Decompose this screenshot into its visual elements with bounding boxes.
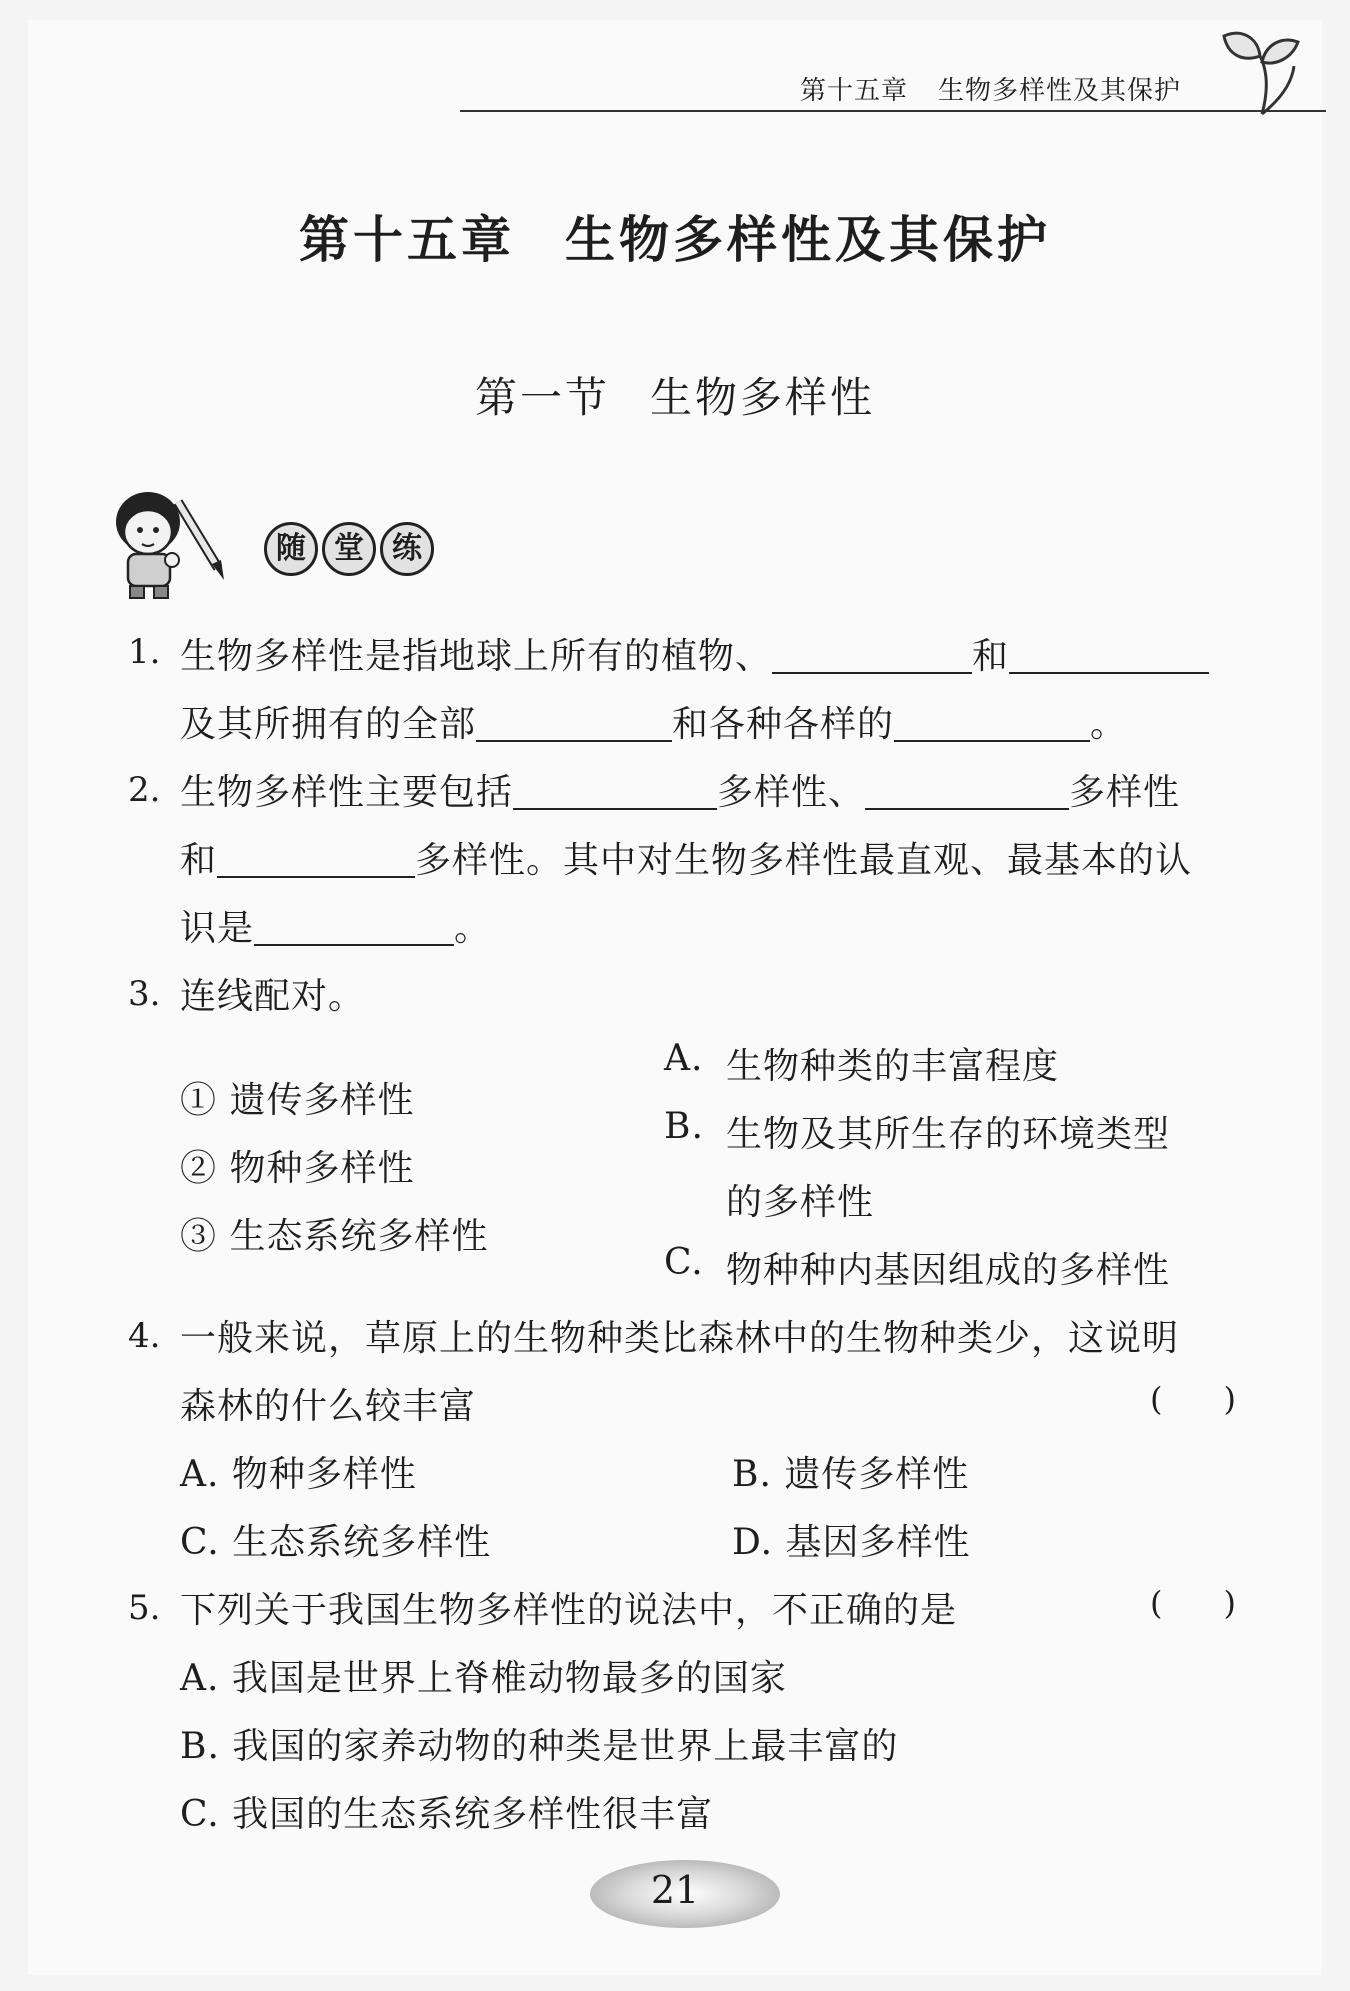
q4-option-d-label: D. (732, 1522, 774, 1563)
q1-line-2 (180, 696, 1127, 747)
running-header-title: 生物多样性及其保护 (938, 76, 1182, 106)
q2-text-g: 。 (454, 908, 492, 949)
q2-line-1 (180, 764, 1180, 815)
q3-right-item-b[interactable]: 生物及其所生存的环境类型 (726, 1114, 1171, 1155)
q1-blank-3[interactable] (476, 706, 672, 742)
q2-blank-2[interactable] (865, 774, 1069, 810)
q2-line-2 (180, 832, 1192, 883)
q4-option-a-text: 物种多样性 (231, 1454, 417, 1495)
q2-text-d: 和 (180, 840, 218, 881)
q4-option-d[interactable] (732, 1514, 971, 1565)
q5-option-c[interactable] (180, 1786, 713, 1837)
q2-text-b: 多样性、 (717, 772, 866, 813)
q4-option-a-label: A. (180, 1454, 220, 1495)
q2-text-e: 多样性。其中对生物多样性最直观、最基本的认 (415, 840, 1193, 881)
badge-char-2: 堂 (322, 522, 376, 576)
page-number: 21 (650, 1868, 700, 1912)
section-title (0, 365, 1350, 425)
q4-option-c[interactable] (180, 1514, 491, 1565)
q5-option-a-text: 我国是世界上脊椎动物最多的国家 (231, 1658, 787, 1699)
q4-option-b-text: 遗传多样性 (784, 1454, 970, 1495)
q5-option-b[interactable] (180, 1718, 898, 1769)
chapter-number: 第十五章 (299, 211, 515, 269)
q4-option-c-text: 生态系统多样性 (232, 1522, 492, 1563)
q5-answer-parens[interactable]: ( ) (1150, 1584, 1236, 1622)
leaf-sprout-icon (1210, 22, 1320, 117)
q1-blank-4[interactable] (894, 706, 1090, 742)
q4-option-d-text: 基因多样性 (785, 1522, 971, 1563)
q3-right-item-c[interactable]: 物种种内基因组成的多样性 (726, 1250, 1171, 1291)
q1-number: 1. (128, 632, 161, 672)
q3-left-item-1[interactable]: ① 遗传多样性 (180, 1080, 415, 1121)
q4-answer-parens[interactable]: ( ) (1150, 1380, 1236, 1418)
q2-blank-4[interactable] (254, 910, 454, 946)
q3-left-item-3[interactable]: ③ 生态系统多样性 (180, 1216, 489, 1257)
section-name: 生物多样性 (650, 373, 876, 422)
q5-option-a[interactable] (180, 1650, 787, 1701)
q3-right-label-c: C. (664, 1242, 704, 1283)
q5-option-a-label: A. (180, 1658, 220, 1699)
q2-blank-3[interactable] (217, 842, 415, 878)
q1-text-a: 生物多样性是指地球上所有的植物、 (180, 636, 773, 677)
q2-text-a: 生物多样性主要包括 (180, 772, 514, 813)
q3-left-item-2[interactable]: ② 物种多样性 (180, 1148, 415, 1189)
q1-text-b: 和 (972, 636, 1010, 677)
q5-option-b-label: B. (180, 1726, 220, 1767)
q5-option-b-text: 我国的家养动物的种类是世界上最丰富的 (232, 1726, 899, 1767)
q3-right-label-a: A. (664, 1038, 704, 1079)
header-rule (460, 110, 1326, 112)
badge-char-3: 练 (380, 522, 434, 576)
section-number: 第一节 (474, 373, 610, 422)
q5-option-c-label: C. (180, 1794, 220, 1835)
q5-line-1: 下列关于我国生物多样性的说法中，不正确的是 (180, 1590, 958, 1631)
q2-line-3 (180, 900, 491, 951)
running-header-chapter: 第十五章 (800, 76, 909, 106)
q2-blank-1[interactable] (513, 774, 717, 810)
q1-text-e: 。 (1090, 704, 1128, 745)
q2-number: 2. (128, 770, 161, 810)
q5-option-c-text: 我国的生态系统多样性很丰富 (232, 1794, 714, 1835)
chapter-name: 生物多样性及其保护 (565, 211, 1051, 269)
q2-text-f: 识是 (180, 908, 255, 949)
q4-option-b-label: B. (732, 1454, 772, 1495)
q4-option-c-label: C. (180, 1522, 220, 1563)
q4-line-1: 一般来说，草原上的生物种类比森林中的生物种类少，这说明 (180, 1318, 1180, 1359)
q1-blank-1[interactable] (772, 638, 972, 674)
chapter-title (0, 200, 1350, 272)
q1-line-1 (180, 628, 1209, 679)
student-mascot-icon (100, 482, 230, 602)
q3-right-item-a[interactable]: 生物种类的丰富程度 (726, 1046, 1060, 1087)
q1-text-c: 及其所拥有的全部 (180, 704, 477, 745)
q1-blank-2[interactable] (1009, 638, 1209, 674)
q1-text-d: 和各种各样的 (672, 704, 895, 745)
q2-text-c: 多样性 (1069, 772, 1181, 813)
q3-right-label-b: B. (664, 1106, 704, 1147)
badge-char-1: 随 (264, 522, 318, 576)
q4-number: 4. (128, 1316, 161, 1356)
q5-number: 5. (128, 1588, 161, 1628)
q3-number: 3. (128, 974, 161, 1014)
running-header (800, 70, 1181, 107)
q4-option-b[interactable] (732, 1446, 969, 1497)
q4-line-2: 森林的什么较丰富 (180, 1386, 477, 1427)
q3-prompt: 连线配对。 (180, 976, 366, 1017)
q4-option-a[interactable] (180, 1446, 417, 1497)
q3-right-item-b-cont: 的多样性 (726, 1182, 875, 1223)
